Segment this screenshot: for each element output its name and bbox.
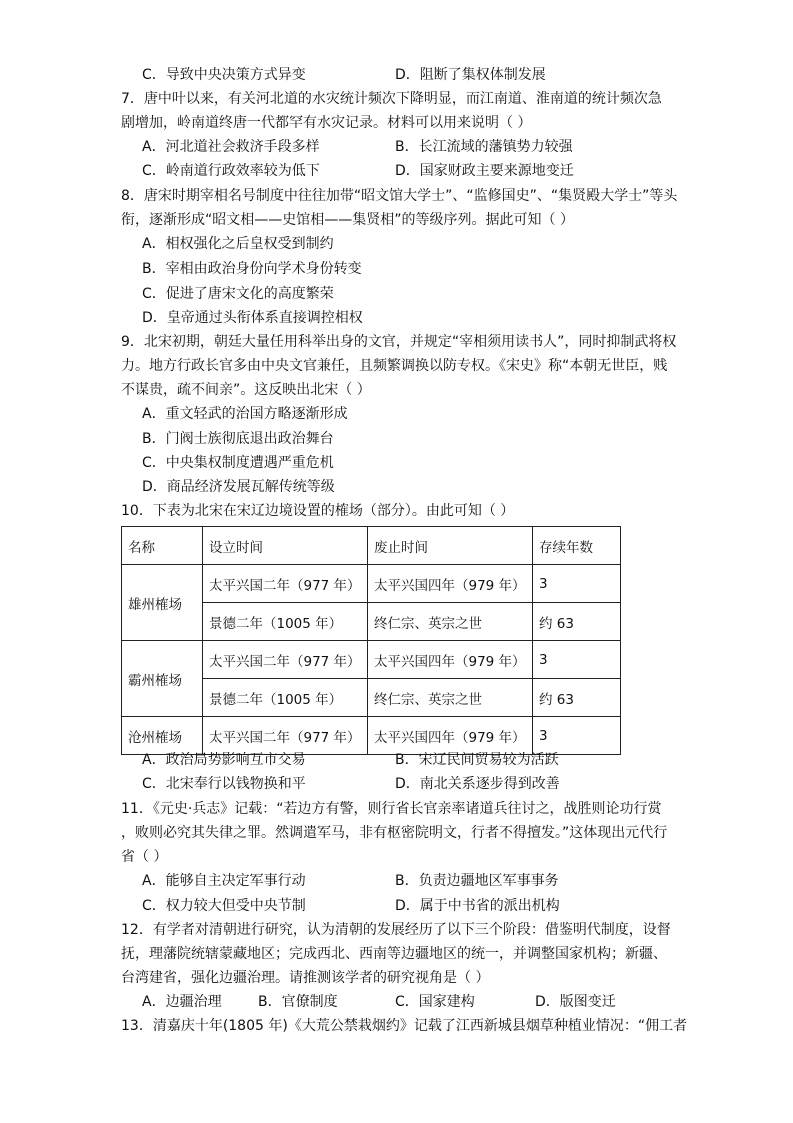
q10-option-a[interactable]: A．政治局势影响互市交易 bbox=[142, 752, 306, 768]
q8-option-c[interactable]: C．促进了唐宋文化的高度繁荣 bbox=[142, 286, 334, 302]
q7-option-d[interactable]: D．国家财政主要来源地变迁 bbox=[395, 163, 574, 179]
q9-option-c[interactable]: C．中央集权制度遭遇严重危机 bbox=[142, 455, 334, 471]
q8-option-b[interactable]: B．宰相由政治身份向学术身份转变 bbox=[142, 261, 362, 277]
q7-stem-line2: 剧增加，岭南道终唐一代都罕有水灾记录。材料可以用来说明（ ） bbox=[121, 115, 532, 131]
q12-option-c[interactable]: C．国家建构 bbox=[395, 994, 475, 1010]
table-cell: 太平兴国四年（979 年） bbox=[368, 641, 533, 679]
market-name: 雄州榷场 bbox=[122, 565, 203, 641]
table-cell: 约 63 bbox=[533, 679, 621, 717]
header-established: 设立时间 bbox=[203, 527, 368, 565]
q11-stem-line2: ，败则必究其失律之罪。然调遣军马，非有枢密院明文，行者不得擅发。”这体现出元代行 bbox=[121, 825, 668, 841]
q12-option-d[interactable]: D．版图变迁 bbox=[535, 994, 616, 1010]
table-cell: 太平兴国二年（977 年） bbox=[203, 565, 368, 603]
q11-option-b[interactable]: B．负责边疆地区军事事务 bbox=[395, 873, 559, 889]
q12-stem-line1: 12．有学者对清朝进行研究，认为清朝的发展经历了以下三个阶段：借鉴明代制度，设督 bbox=[121, 922, 671, 938]
q9-stem-line1: 9．北宋初期，朝廷大量任用科举出身的文官，并规定“宰相须用读书人”，同时抑制武将权 bbox=[121, 334, 677, 350]
q12-stem-line2: 抚，理藩院统辖蒙藏地区；完成西北、西南等边疆地区的统一，并调整国家机构；新疆、 bbox=[121, 946, 667, 962]
q12-option-a[interactable]: A．边疆治理 bbox=[142, 994, 222, 1010]
table-cell: 太平兴国四年（979 年） bbox=[368, 717, 533, 755]
table-cell: 终仁宗、英宗之世 bbox=[368, 603, 533, 641]
q11-stem-line3: 省（ ） bbox=[121, 849, 168, 865]
header-abolished: 废止时间 bbox=[368, 527, 533, 565]
q7-option-c[interactable]: C．岭南道行政效率较为低下 bbox=[142, 163, 320, 179]
q9-option-d[interactable]: D．商品经济发展瓦解传统等级 bbox=[142, 479, 335, 495]
market-name: 霸州榷场 bbox=[122, 641, 203, 717]
q10-stem: 10．下表为北宋在宋辽边境设置的榷场（部分）。由此可知（ ） bbox=[121, 503, 515, 519]
q9-option-b[interactable]: B．门阀士族彻底退出政治舞台 bbox=[142, 431, 334, 447]
q11-option-c[interactable]: C．权力较大但受中央节制 bbox=[142, 898, 306, 914]
q7-option-b[interactable]: B．长江流域的藩镇势力较强 bbox=[395, 139, 573, 155]
border-market-table bbox=[121, 526, 621, 755]
table-cell: 景德二年（1005 年） bbox=[203, 603, 368, 641]
table-cell: 3 bbox=[533, 641, 621, 679]
table-cell: 终仁宗、英宗之世 bbox=[368, 679, 533, 717]
q13-stem-line1: 13．清嘉庆十年(1805 年)《大荒公禁栽烟约》记载了江西新城县烟草种植业情况：“佣工者 bbox=[121, 1018, 688, 1034]
q7-stem-line1: 7．唐中叶以来，有关河北道的水灾统计频次下降明显，而江南道、淮南道的统计频次急 bbox=[121, 91, 662, 107]
q7-option-a[interactable]: A．河北道社会救济手段多样 bbox=[142, 139, 320, 155]
table-header-row bbox=[122, 527, 621, 565]
q8-option-a[interactable]: A．相权强化之后皇权受到制约 bbox=[142, 236, 334, 252]
header-name: 名称 bbox=[122, 527, 203, 565]
table-row bbox=[122, 565, 621, 603]
q9-stem-line2: 力。地方行政长官多由中央文官兼任，且频繁调换以防专权。《宋史》称“本朝无世臣，贱 bbox=[121, 358, 668, 374]
table-row bbox=[122, 641, 621, 679]
table-cell: 景德二年（1005 年） bbox=[203, 679, 368, 717]
q12-option-b[interactable]: B．官僚制度 bbox=[258, 994, 338, 1010]
q10-option-d[interactable]: D．南北关系逐步得到改善 bbox=[395, 776, 560, 792]
q6-option-c[interactable]: C．导致中央决策方式异变 bbox=[142, 67, 306, 83]
q11-option-a[interactable]: A．能够自主决定军事行动 bbox=[142, 873, 306, 889]
q9-option-a[interactable]: A．重文轻武的治国方略逐渐形成 bbox=[142, 406, 348, 422]
header-duration: 存续年数 bbox=[533, 527, 621, 565]
q10-option-b[interactable]: B．宋辽民间贸易较为活跃 bbox=[395, 752, 559, 768]
table-cell: 3 bbox=[533, 565, 621, 603]
q6-option-d[interactable]: D．阻断了集权体制发展 bbox=[395, 67, 546, 83]
q8-stem-line1: 8．唐宋时期宰相名号制度中往往加带“昭文馆大学士”、“监修国史”、“集贤殿大学士”等头 bbox=[121, 188, 678, 204]
q12-stem-line3: 台湾建省，强化边疆治理。请推测该学者的研究视角是（ ） bbox=[121, 970, 490, 986]
q11-stem-line1: 11．《元史·兵志》记载：“若边方有警，则行省长官亲率诸道兵往讨之，战胜则论功行赏 bbox=[121, 801, 662, 817]
table-cell: 太平兴国四年（979 年） bbox=[368, 565, 533, 603]
table-cell: 约 63 bbox=[533, 603, 621, 641]
market-name: 沧州榷场 bbox=[122, 717, 203, 755]
q10-option-c[interactable]: C．北宋奉行以钱物换和平 bbox=[142, 776, 306, 792]
table-cell: 太平兴国二年（977 年） bbox=[203, 717, 368, 755]
table-cell: 3 bbox=[533, 717, 621, 755]
q8-option-d[interactable]: D．皇帝通过头衔体系直接调控相权 bbox=[142, 310, 363, 326]
q9-stem-line3: 不谋贵，疏不间亲”。这反映出北宋（ ） bbox=[121, 382, 371, 398]
table-cell: 太平兴国二年（977 年） bbox=[203, 641, 368, 679]
q8-stem-line2: 衔，逐渐形成“昭文相——史馆相——集贤相”的等级序列。据此可知（ ） bbox=[121, 212, 574, 228]
q11-option-d[interactable]: D．属于中书省的派出机构 bbox=[395, 898, 560, 914]
